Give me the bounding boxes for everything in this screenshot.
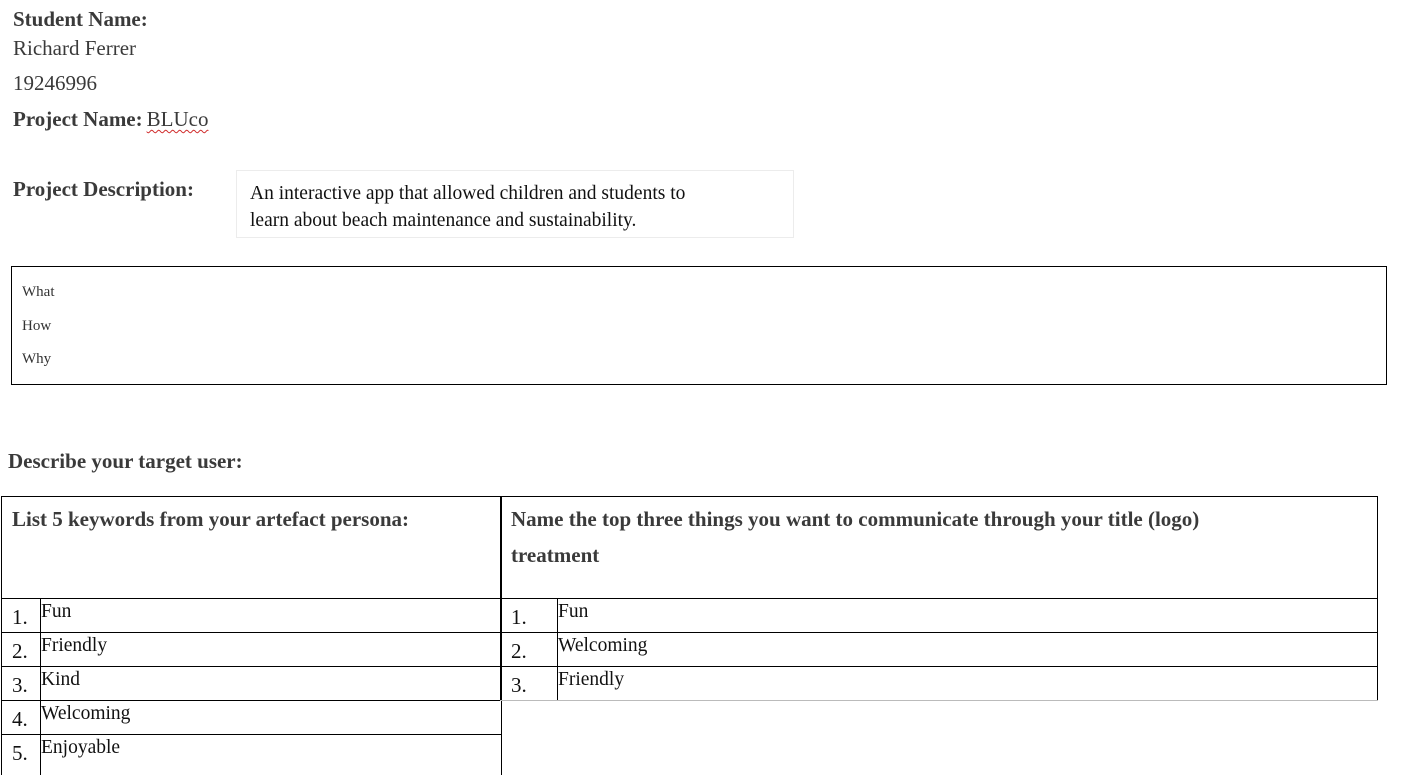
- student-name-label: Student Name:: [13, 7, 148, 31]
- student-id-value[interactable]: 19246996: [13, 71, 97, 95]
- table-row: [2, 633, 502, 667]
- communicate-cell[interactable]: Friendly: [558, 667, 1378, 701]
- description-line: learn about beach maintenance and sustainability.: [250, 210, 637, 231]
- keyword-cell[interactable]: Fun: [41, 599, 502, 633]
- description-line: An interactive app that allowed children and students to: [250, 183, 686, 204]
- row-number: 1.: [501, 599, 558, 633]
- project-name-line: [13, 107, 208, 132]
- communicate-header: [501, 497, 1378, 599]
- project-description-box[interactable]: [236, 170, 794, 238]
- student-name-value[interactable]: Richard Ferrer: [13, 36, 137, 60]
- table-row: [501, 633, 1378, 667]
- keyword-cell[interactable]: Welcoming: [41, 701, 502, 735]
- row-number: 4.: [2, 701, 41, 735]
- row-number: 2.: [501, 633, 558, 667]
- table-row: [2, 701, 502, 735]
- prompt-why: Why: [22, 351, 52, 367]
- project-name-value[interactable]: BLUco: [146, 107, 209, 131]
- communicate-table: [500, 496, 1378, 701]
- row-number: 5.: [2, 735, 41, 775]
- project-description-label: Project Description:: [13, 177, 194, 201]
- keyword-cell[interactable]: Kind: [41, 667, 502, 701]
- target-user-label: Describe your target user:: [8, 449, 243, 473]
- row-number: 3.: [2, 667, 41, 701]
- keyword-cell[interactable]: Friendly: [41, 633, 502, 667]
- communicate-cell[interactable]: Welcoming: [558, 633, 1378, 667]
- table-row: [2, 735, 502, 775]
- prompt-what: What: [22, 284, 55, 300]
- table-row: [501, 667, 1378, 701]
- keywords-table: [1, 496, 502, 775]
- what-how-why-box[interactable]: [11, 266, 1387, 385]
- communicate-header-line2: treatment: [511, 543, 600, 567]
- row-number: 2.: [2, 633, 41, 667]
- communicate-header-line1: Name the top three things you want to communicate through your title (logo): [511, 507, 1200, 531]
- table-row: [2, 667, 502, 701]
- prompt-how: How: [22, 318, 52, 334]
- project-name-label: Project Name:: [13, 107, 143, 131]
- table-row: [501, 599, 1378, 633]
- keywords-header: List 5 keywords from your artefact persona:: [2, 497, 502, 599]
- table-row: [2, 599, 502, 633]
- communicate-cell[interactable]: Fun: [558, 599, 1378, 633]
- row-number: 1.: [2, 599, 41, 633]
- row-number: 3.: [501, 667, 558, 701]
- keyword-cell[interactable]: Enjoyable: [41, 735, 502, 775]
